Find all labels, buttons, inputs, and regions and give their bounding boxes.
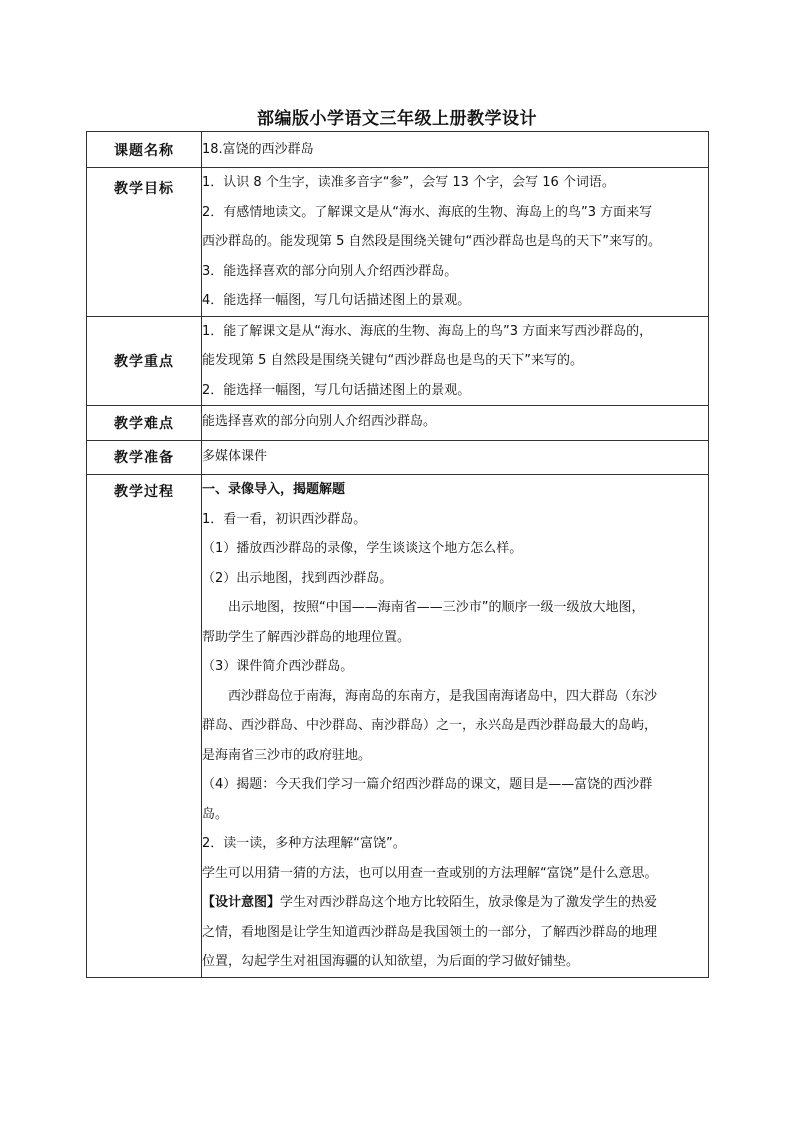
row-label-focus: 教学重点 <box>87 316 202 406</box>
table-row <box>87 406 709 441</box>
lesson-plan-table <box>86 131 709 978</box>
document-title: 部编版小学语文三年级上册教学设计 <box>257 109 537 129</box>
goal-line-3: 西沙群岛的。能发现第 5 自然段是围绕关键句“西沙群岛也是鸟的天下”来写的。 <box>202 234 662 249</box>
table-row <box>87 316 709 406</box>
process-line: 岛。 <box>202 806 229 822</box>
process-line: 西沙群岛位于南海，海南岛的东南方，是我国南海诸岛中，四大群岛（东沙 <box>228 688 658 704</box>
goals-content <box>202 168 709 317</box>
process-heading: 一、录像导入，揭题解题 <box>202 482 346 497</box>
goal-line-4: 3．能选择喜欢的部分向别人介绍西沙群岛。 <box>202 263 458 279</box>
lesson-name-value: 18.富饶的西沙群岛 <box>202 132 709 168</box>
goal-line-2: 2．有感情地读文。了解课文是从“海水、海底的生物、海岛上的鸟”3 方面来写 <box>202 204 653 220</box>
process-line: 帮助学生了解西沙群岛的地理位置。 <box>202 629 411 645</box>
process-line: 出示地图，按照“中国——海南省——三沙市”的顺序一级一级放大地图， <box>228 600 645 615</box>
table-row <box>87 440 709 475</box>
goal-line-1: 1．认识 8 个生字，读准多音字“参”，会写 13 个字，会写 16 个词语。 <box>202 175 615 190</box>
design-intent-line: 之情，看地图是让学生知道西沙群岛是我国领土的一部分，了解西沙群岛的地理 <box>202 924 658 940</box>
design-intent-line <box>202 888 708 918</box>
table-row <box>87 132 709 168</box>
focus-content <box>202 316 709 406</box>
process-line: 学生可以用猜一猜的方法，也可以用查一查或别的方法理解“富饶”是什么意思。 <box>202 865 658 881</box>
row-label-prep: 教学准备 <box>87 440 202 475</box>
process-content <box>202 475 709 978</box>
row-label-difficulty: 教学难点 <box>87 406 202 441</box>
focus-line-2: 能发现第 5 自然段是围绕关键句“西沙群岛也是鸟的天下”来写的。 <box>202 353 584 368</box>
table-row <box>87 168 709 317</box>
table-row <box>87 475 709 978</box>
process-line: 群岛、西沙群岛、中沙群岛、南沙群岛）之一，永兴岛是西沙群岛最大的岛屿， <box>202 718 658 733</box>
process-line: （2）出示地图，找到西沙群岛。 <box>202 570 393 586</box>
design-intent-line: 位置，勾起学生对祖国海疆的认知欲望，为后面的学习做好铺垫。 <box>202 954 580 969</box>
process-line: （1）播放西沙群岛的录像，学生谈谈这个地方怎么样。 <box>202 541 523 556</box>
row-label-goals: 教学目标 <box>87 168 202 317</box>
design-intent-text: 学生对西沙群岛这个地方比较陌生，放录像是为了激发学生的热爱 <box>280 895 658 910</box>
process-line: 2．读一读，多种方法理解“富饶”。 <box>202 836 406 851</box>
difficulty-value: 能选择喜欢的部分向别人介绍西沙群岛。 <box>202 406 709 441</box>
process-line: 1．看一看，初识西沙群岛。 <box>202 511 367 527</box>
design-intent-tag: 【设计意图】 <box>202 895 281 910</box>
process-line: 是海南省三沙市的政府驻地。 <box>202 747 372 763</box>
process-line: （3）课件简介西沙群岛。 <box>202 659 354 674</box>
goal-line-5: 4．能选择一幅图，写几句话描述图上的景观。 <box>202 293 471 308</box>
prep-value: 多媒体课件 <box>202 440 709 475</box>
row-label-process: 教学过程 <box>87 475 202 978</box>
process-line: （4）揭题：今天我们学习一篇介绍西沙群岛的课文，题目是——富饶的西沙群 <box>202 777 653 792</box>
focus-line-3: 2．能选择一幅图，写几句话描述图上的景观。 <box>202 382 471 398</box>
row-label-lesson-name: 课题名称 <box>87 132 202 168</box>
focus-line-1: 1．能了解课文是从“海水、海底的生物、海岛上的鸟”3 方面来写西沙群岛的， <box>202 323 653 339</box>
